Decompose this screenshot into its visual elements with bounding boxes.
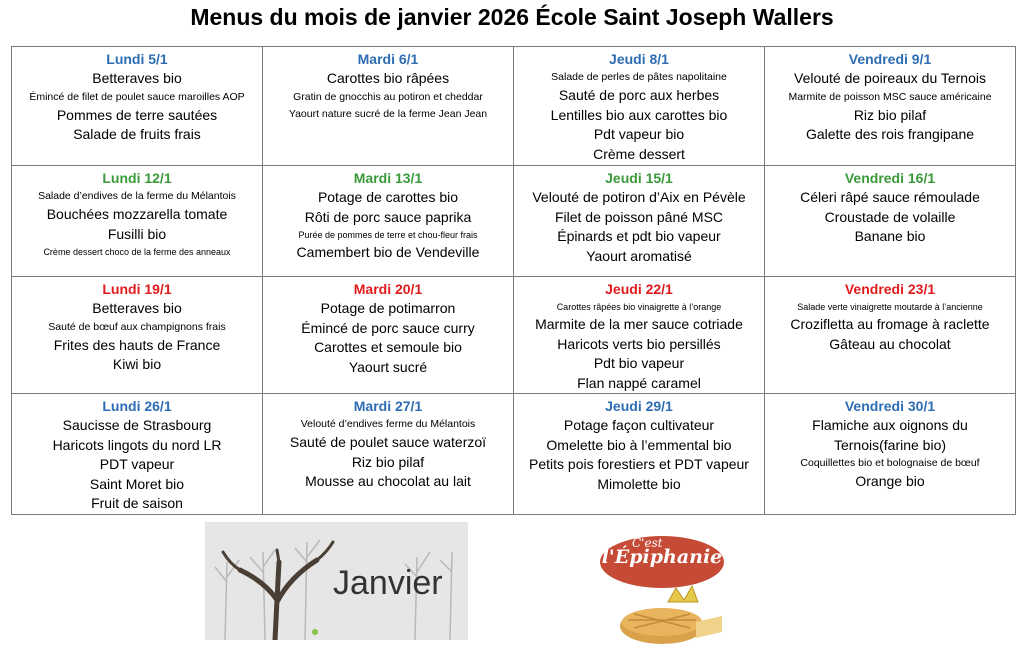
day-cell: [514, 47, 765, 166]
menu-item: Mimolette bio: [597, 475, 681, 492]
menu-item: Petits pois forestiers et PDT vapeur: [529, 456, 749, 472]
menu-item: Crème dessert choco de la ferme des anneaux: [43, 247, 231, 257]
menu-item: Riz bio pilaf: [351, 453, 425, 470]
menu-item: Crème dessert: [593, 145, 685, 162]
menu-item: Haricots verts bio persillés: [557, 335, 721, 352]
menu-item: Salade d’endives de la ferme du Mélantois: [38, 190, 236, 202]
week-row: [12, 277, 1016, 394]
day-cell: [263, 166, 514, 277]
menu-item: Gratin de gnocchis au potiron et cheddar: [293, 90, 483, 103]
menu-item: Filet de poisson pâné MSC: [554, 208, 724, 225]
menu-item: Riz bio pilaf: [853, 106, 927, 123]
menu-item: Coquillettes bio et bolognaise de bœuf: [800, 457, 980, 469]
menu-item: Salade de perles de pâtes napolitaine: [551, 71, 727, 83]
janvier-illustration: [205, 522, 468, 640]
menu-item: Sauté de bœuf aux champignons frais: [48, 320, 226, 333]
menu-item: Kiwi bio: [112, 356, 162, 372]
menu-item: Crozifletta au fromage à raclette: [790, 316, 990, 332]
day-heading: Vendredi 9/1: [848, 51, 932, 67]
menu-item: Carottes bio râpées: [326, 70, 450, 86]
menu-item: Banane bio: [854, 228, 926, 244]
day-heading: Mardi 13/1: [353, 170, 423, 186]
menu-item: Pommes de terre sautées: [56, 106, 218, 123]
menu-table: [11, 46, 1016, 515]
menu-item: Salade de fruits frais: [73, 126, 201, 142]
day-cell: [12, 394, 263, 515]
day-heading: Jeudi 22/1: [605, 281, 673, 297]
menu-item: Omelette bio à l’emmental bio: [546, 436, 732, 453]
day-heading: Jeudi 29/1: [605, 398, 673, 414]
menu-item: Velouté de poireaux du Ternois: [794, 70, 986, 86]
menu-item: Céleri râpé sauce rémoulade: [800, 189, 980, 205]
day-heading: Vendredi 16/1: [844, 170, 936, 186]
day-cell: [765, 394, 1016, 515]
menu-item: Camembert bio de Vendeville: [296, 244, 480, 260]
menu-item: Sauté de porc aux herbes: [558, 87, 720, 103]
day-heading: Jeudi 8/1: [609, 51, 669, 67]
menu-item: Yaourt sucré: [348, 358, 428, 375]
menu-item: Marmite de la mer sauce cotriade: [535, 316, 743, 332]
epiphanie-cest-label: C'est: [632, 536, 663, 550]
day-heading: Lundi 26/1: [102, 398, 172, 414]
day-heading: Mardi 6/1: [357, 51, 419, 67]
menu-item: Marmite de poisson MSC sauce américaine: [788, 90, 992, 103]
menu-item: Pdt vapeur bio: [593, 126, 685, 142]
menu-item: Carottes et semoule bio: [314, 339, 462, 355]
menu-item: Haricots lingots du nord LR: [52, 436, 222, 453]
day-cell: [12, 47, 263, 166]
day-cell: [263, 47, 514, 166]
menu-item: Velouté de potiron d’Aix en Pévèle: [532, 189, 746, 205]
menu-item: Carottes râpées bio vinaigrette à l’orange: [556, 302, 722, 312]
epiphanie-illustration: [598, 528, 726, 652]
menu-item: Fruit de saison: [91, 495, 183, 511]
menu-item: Betteraves bio: [92, 300, 182, 316]
menu-item: Orange bio: [855, 473, 925, 489]
day-heading: Mardi 20/1: [353, 281, 423, 297]
menu-item: Flan nappé caramel: [577, 374, 701, 391]
menu-item: Croustade de volaille: [824, 208, 956, 225]
page-title: Menus du mois de janvier 2026 École Saint Joseph Wallers: [190, 4, 834, 30]
day-heading: Vendredi 30/1: [844, 398, 936, 414]
menu-item: Yaourt nature sucré de la ferme Jean Jean: [288, 107, 488, 120]
day-heading: Vendredi 23/1: [844, 281, 936, 297]
menu-item: Velouté d’endives ferme du Mélantois: [300, 418, 476, 430]
day-heading: Lundi 19/1: [102, 281, 172, 297]
menu-item: Frites des hauts de France: [53, 336, 221, 353]
day-heading: Jeudi 15/1: [605, 170, 673, 186]
week-row: [12, 166, 1016, 277]
day-cell: [765, 47, 1016, 166]
menu-item: Galette des rois frangipane: [805, 126, 975, 142]
day-cell: [514, 394, 765, 515]
week-row: [12, 47, 1016, 166]
menu-item: Potage de carottes bio: [317, 189, 459, 205]
epiphanie-label: l'Épiphanie: [601, 546, 723, 568]
menu-item: PDT vapeur: [99, 456, 175, 472]
day-cell: [514, 166, 765, 277]
menu-item: Ternois(farine bio): [833, 436, 947, 453]
menu-item: Saucisse de Strasbourg: [62, 417, 212, 433]
menu-item: Sauté de poulet sauce waterzoï: [289, 434, 487, 450]
day-cell: [12, 166, 263, 277]
menu-item: Salade verte vinaigrette moutarde à l’ancienne: [797, 302, 983, 312]
menu-item: Yaourt aromatisé: [586, 247, 692, 264]
menu-item: Émincé de porc sauce curry: [301, 319, 475, 336]
day-cell: [263, 277, 514, 394]
day-cell: [12, 277, 263, 394]
menu-item: Pdt bio vapeur: [593, 355, 685, 371]
day-heading: Lundi 12/1: [102, 170, 172, 186]
menu-item: Bouchées mozzarella tomate: [46, 206, 228, 222]
day-cell: [765, 166, 1016, 277]
janvier-label: Janvier: [333, 564, 443, 602]
menu-item: Épinards et pdt bio vapeur: [557, 228, 721, 244]
menu-item: Saint Moret bio: [89, 475, 185, 492]
menu-item: Lentilles bio aux carottes bio: [550, 106, 728, 123]
menu-item: Émincé de filet de poulet sauce maroilles AOP: [29, 90, 245, 103]
day-cell: [765, 277, 1016, 394]
day-cell: [514, 277, 765, 394]
menu-item: Potage de potimarron: [320, 300, 456, 316]
menu-item: Mousse au chocolat au lait: [305, 473, 471, 489]
menu-item: Flamiche aux oignons du: [812, 417, 968, 433]
day-heading: Mardi 27/1: [353, 398, 423, 414]
menu-item: Fusilli bio: [107, 225, 167, 242]
menu-item: Gâteau au chocolat: [829, 335, 951, 352]
day-heading: Lundi 5/1: [106, 51, 168, 67]
menu-item: Betteraves bio: [92, 70, 182, 86]
week-row: [12, 394, 1016, 515]
menu-item: Potage façon cultivateur: [563, 417, 715, 433]
menu-item: Rôti de porc sauce paprika: [304, 208, 472, 225]
day-cell: [263, 394, 514, 515]
menu-item: Purée de pommes de terre et chou-fleur frais: [298, 230, 478, 240]
